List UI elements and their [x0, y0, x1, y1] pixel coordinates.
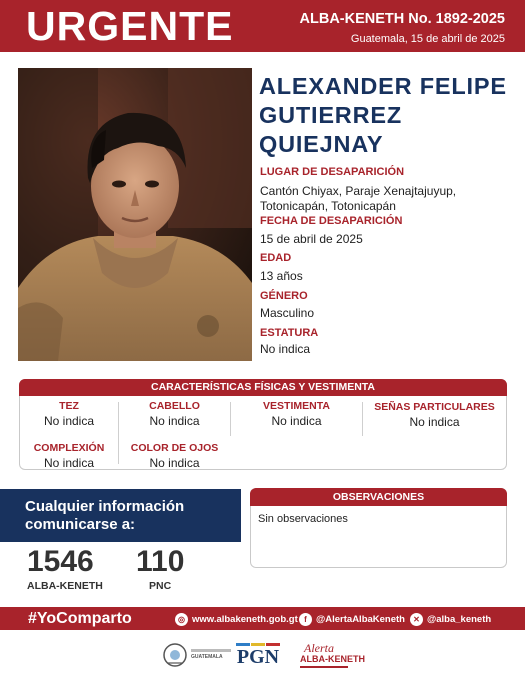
complexion-label: COMPLEXIÓN [33, 442, 105, 454]
gender-label: GÉNERO [260, 290, 308, 302]
alert-id: ALBA-KENETH No. 1892-2025 [299, 11, 505, 27]
senas-label: SEÑAS PARTICULARES [374, 401, 495, 413]
pgn-logo [236, 635, 280, 675]
observations-title: OBSERVACIONES [250, 488, 507, 506]
ojos-cell [119, 442, 230, 470]
ojos-value: No indica [149, 456, 200, 470]
characteristics-title: CARACTERÍSTICAS FÍSICAS Y VESTIMENTA [19, 379, 507, 396]
hashtag[interactable]: #YoComparto [28, 610, 132, 627]
place-value-line2: Totonicapán, Totonicapán [260, 199, 396, 213]
phone-number-alba-keneth[interactable]: 1546 [27, 545, 94, 578]
place-label: LUGAR DE DESAPARICIÓN [260, 166, 405, 178]
alert-date-place: Guatemala, 15 de abril de 2025 [350, 33, 505, 45]
website-link[interactable] [175, 611, 298, 627]
vestimenta-value: No indica [271, 414, 322, 428]
header-banner [0, 0, 525, 52]
x-link[interactable] [410, 611, 491, 627]
cabello-cell [119, 400, 230, 428]
date-label: FECHA DE DESAPARICIÓN [260, 215, 403, 227]
senas-cell [363, 401, 506, 429]
photo-illustration [18, 68, 252, 361]
senas-value: No indica [409, 415, 460, 429]
contact-banner [0, 489, 241, 542]
contact-line2: comunicarse a: [25, 516, 136, 533]
website-text: www.albakeneth.gob.gt [192, 613, 298, 625]
complexion-cell [20, 442, 118, 470]
tez-label: TEZ [59, 400, 79, 412]
urgent-title: URGENTE [26, 3, 234, 49]
cabello-label: CABELLO [149, 400, 200, 412]
x-text: @alba_keneth [427, 613, 492, 625]
guatemala-seal-icon [162, 641, 188, 669]
guatemala-text: GUATEMALA [191, 654, 223, 660]
ojos-label: COLOR DE OJOS [130, 442, 219, 454]
facebook-text: @AlertaAlbaKeneth [316, 613, 405, 625]
observations-text: Sin observaciones [258, 513, 348, 525]
place-value-line1: Cantón Chiyax, Paraje Xenajtajuyup, [260, 184, 457, 198]
pgn-text: PGN [236, 646, 280, 668]
footer-bar [0, 607, 525, 630]
partner-logos [0, 635, 525, 675]
phone-label-alba-keneth: ALBA-KENETH [27, 580, 103, 592]
alerta-alba-keneth-logo [300, 635, 365, 675]
x-icon: ✕ [410, 613, 423, 626]
globe-icon: ◎ [175, 613, 188, 626]
vestimenta-cell [231, 400, 362, 428]
cabello-value: No indica [149, 414, 200, 428]
date-value: 15 de abril de 2025 [260, 232, 363, 246]
contact-line1: Cualquier información [25, 498, 185, 515]
alerta-text: Alerta [304, 641, 334, 655]
height-value: No indica [260, 342, 311, 356]
facebook-icon: f [299, 613, 312, 626]
missing-person-photo [18, 68, 252, 361]
complexion-value: No indica [43, 456, 95, 470]
facebook-link[interactable] [299, 611, 405, 627]
guatemala-logo [162, 635, 231, 675]
tez-value: No indica [43, 414, 95, 428]
height-label: ESTATURA [260, 327, 319, 339]
gender-value: Masculino [260, 306, 315, 320]
alba-keneth-logo-text: ALBA-KENETH [300, 654, 365, 664]
phone-number-pnc[interactable]: 110 [136, 545, 185, 578]
age-label: EDAD [260, 252, 292, 264]
person-name: ALEXANDER FELIPE GUTIERREZ QUIEJNAY [259, 73, 507, 157]
tez-cell [20, 400, 118, 428]
phone-label-pnc: PNC [149, 580, 172, 592]
vestimenta-label: VESTIMENTA [263, 400, 330, 412]
age-value: 13 años [260, 269, 303, 283]
